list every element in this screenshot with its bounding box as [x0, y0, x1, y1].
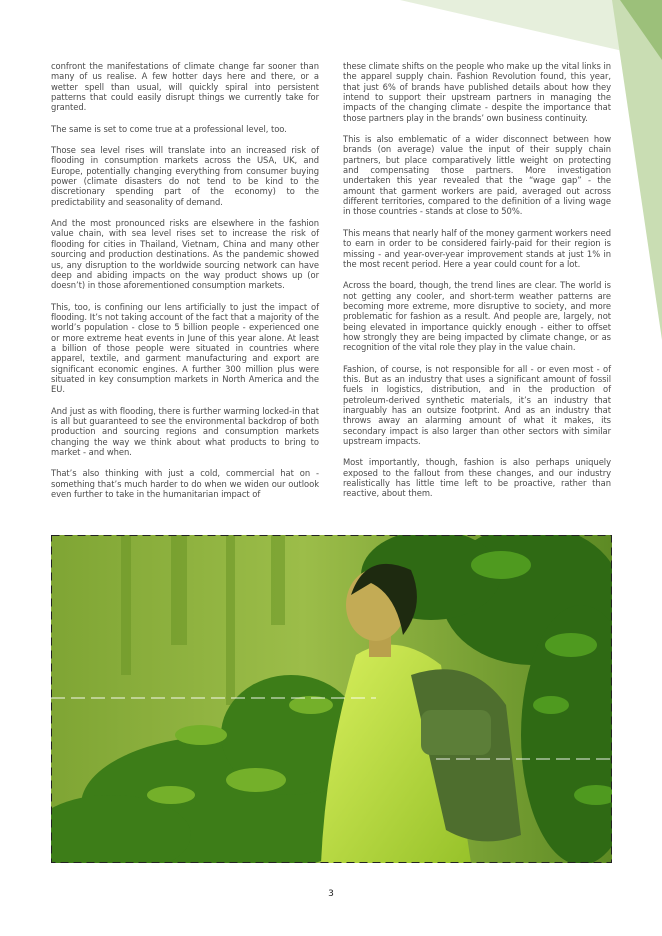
left-paragraph: Those sea level rises will translate into an increased risk of flooding in consumption markets across the USA, UK, and Europe, potentially changing everything from consumer buying power (climate disasters do not tend to be kind to the discretionary spending part of the economy) to the predictability and seasonality of demand.	[51, 145, 319, 207]
corner-band-mid	[612, 0, 662, 340]
left-paragraph: And just as with flooding, there is further warming locked-in that is all but guaranteed to see the environmental backdrop of both production and sourcing regions and consumption markets changing the way we think about what products to bring to market - and when.	[51, 405, 319, 457]
feature-photo	[51, 535, 612, 863]
left-column	[51, 61, 319, 510]
right-paragraph: Across the board, though, the trend lines are clear. The world is not getting any cooler, and short-term weather patterns are becoming more extreme, more disruptive to society, and more problematic for fashion as a result. And people are, largely, not being elevated in importance quickly enough - either to offset how strongly they are being impacted by climate change, or as recognition of the vital role they play in the value chain.	[343, 280, 611, 353]
corner-band-light	[400, 0, 662, 60]
left-paragraph: That’s also thinking with just a cold, commercial hat on - something that’s much harder to do when we widen our outlook even further to take in the humanitarian impact of	[51, 468, 319, 500]
right-paragraph: This is also emblematic of a wider disconnect between how brands (on average) value the input of their supply chain partners, but place comparatively little weight on protecting and compensating those partners. More investigation undertaken this year revealed that the “wage gap” - the amount that garment workers are paid, averaged out across different territories, compared to the definition of a living wage in those countries - stands at close to 50%.	[343, 134, 611, 217]
right-column	[343, 61, 611, 510]
photo-illustration	[51, 535, 612, 863]
right-paragraph: Fashion, of course, is not responsible for all - or even most - of this. But as an industry that uses a significant amount of fossil fuels in logistics, distribution, and in the production of petroleum-derived synthetic materials, it’s an industry that inarguably has an outsize footprint. And as an industry that throws away an alarming amount of what it makes, its secondary impact is also larger than other sectors with similar upstream impacts.	[343, 363, 611, 446]
corner-band-dark	[620, 0, 662, 60]
right-paragraph: these climate shifts on the people who make up the vital links in the apparel supply chain. Fashion Revolution found, this year, that just 6% of brands have published details about how they intend to support their upstream partners in managing the impacts of the changing climate - despite the importance that those partners play in the brands’ own business continuity.	[343, 61, 611, 123]
left-paragraph: The same is set to come true at a professional level, too.	[51, 123, 287, 134]
page-number: 3	[328, 889, 334, 899]
left-paragraph: confront the manifestations of climate change far sooner than many of us realise. A few hotter days here and there, or a wetter spell than usual, will quickly spiral into persistent patterns that could easily disrupt things we currently take for granted.	[51, 61, 319, 113]
left-paragraph: And the most pronounced risks are elsewhere in the fashion value chain, with sea level rises set to increase the risk of flooding for cities in Thailand, Vietnam, China and many other sourcing and production destinations. As the pandemic showed us, any disruption to the worldwide sourcing network can have deep and abiding impacts on the way product shows up (or doesn’t) in those aforementioned consumption markets.	[51, 218, 319, 291]
left-paragraph: This, too, is confining our lens artificially to just the impact of flooding. It’s not taking account of the fact that a majority of the world’s population - close to 5 billion people - experienced one or more extreme heat events in June of this year alone. At least a billion of those people were situated in countries where apparel, textile, and garment manufacturing and export are significant economic engines. A further 300 million plus were situated in key consumption markets in North America and the EU.	[51, 301, 319, 395]
right-paragraph: This means that nearly half of the money garment workers need to earn in order to be considered fairly-paid for their region is missing - and year-over-year improvement stands at just 1% in the most recent period. Here a year could count for a lot.	[343, 227, 611, 269]
right-paragraph: Most importantly, though, fashion is also perhaps uniquely exposed to the fallout from these changes, and our industry realistically has little time left to be proactive, rather than reactive, about them.	[343, 457, 611, 499]
